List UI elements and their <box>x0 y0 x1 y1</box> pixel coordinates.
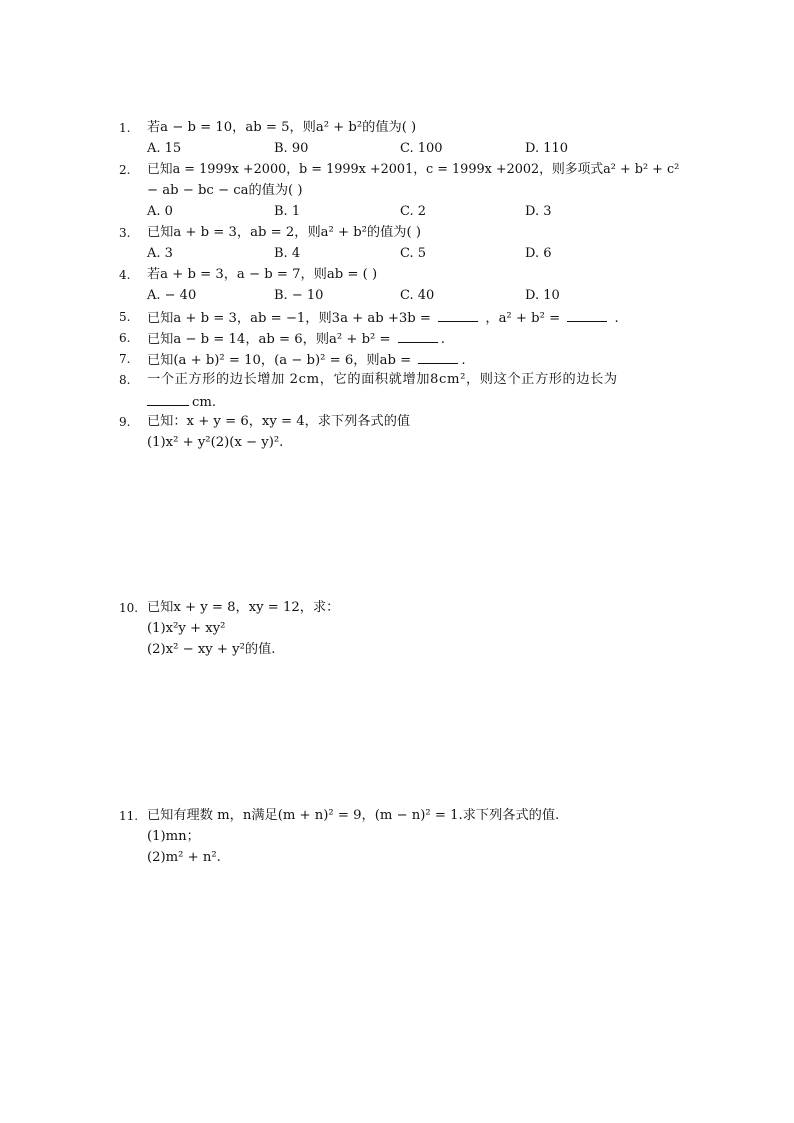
question-number: 7. <box>119 352 131 366</box>
question-number: 9. <box>119 415 131 429</box>
stem-part: 已知a − b = 14，ab = 6，则a² + b² = <box>147 332 395 347</box>
sub-question: (1)mn； <box>147 829 200 844</box>
question-stem: 已知a = 1999x +2000，b = 1999x +2001，c = 1999x +2002，则多项式a² + b² + c² <box>147 162 680 177</box>
sub-question: (1)x²y + xy² <box>147 621 226 636</box>
sub-question: (1)x² + y²(2)(x − y)². <box>147 435 284 450</box>
question-stem: 已知：x + y = 6，xy = 4，求下列各式的值 <box>147 414 411 429</box>
option-a: A. 3 <box>147 246 173 261</box>
option-a: A. 0 <box>147 204 173 219</box>
question-stem: 一个正方形的边长增加 2cm，它的面积就增加8cm²，则这个正方形的边长为 <box>147 372 618 387</box>
stem-part: 已知a + b = 3，ab = −1，则3a + ab +3b = <box>147 311 436 326</box>
stem-part: cm. <box>192 395 217 410</box>
option-d: D. 6 <box>525 246 552 261</box>
question-stem-continued: − ab − bc − ca的值为( ) <box>147 183 303 198</box>
option-b: B. 4 <box>274 246 301 261</box>
question-number: 5. <box>119 310 131 324</box>
options-row <box>147 287 667 305</box>
option-b: B. − 10 <box>274 288 324 303</box>
question-number: 3. <box>119 226 131 240</box>
stem-part: ，a² + b² = <box>481 311 565 326</box>
option-c: C. 100 <box>400 141 443 156</box>
question-stem <box>147 329 445 349</box>
answer-blank[interactable] <box>418 350 458 364</box>
question-number: 2. <box>119 163 131 177</box>
question-number: 10. <box>119 601 139 615</box>
sub-question: (2)m² + n². <box>147 850 221 865</box>
stem-part: . <box>610 311 619 326</box>
answer-blank[interactable] <box>438 308 478 322</box>
option-d: D. 110 <box>525 141 569 156</box>
question-stem: 已知有理数 m，n满足(m + n)² = 9，(m − n)² = 1.求下列各式的值. <box>147 808 560 823</box>
question-number: 6. <box>119 331 131 345</box>
question-number: 11. <box>119 809 139 823</box>
stem-part: . <box>440 332 445 347</box>
question-stem <box>147 308 619 328</box>
options-row <box>147 140 667 158</box>
question-stem: 已知x + y = 8，xy = 12，求： <box>147 600 340 615</box>
options-row <box>147 203 667 221</box>
option-a: A. − 40 <box>147 288 197 303</box>
option-b: B. 90 <box>274 141 309 156</box>
option-d: D. 3 <box>525 204 552 219</box>
answer-blank[interactable] <box>147 392 189 406</box>
sub-question: (2)x² − xy + y²的值. <box>147 642 276 657</box>
answer-blank[interactable] <box>567 308 607 322</box>
option-c: C. 5 <box>400 246 427 261</box>
question-stem: 若a − b = 10，ab = 5，则a² + b²的值为( ) <box>147 120 417 135</box>
answer-blank[interactable] <box>398 329 438 343</box>
option-b: B. 1 <box>274 204 301 219</box>
question-stem: 若a + b = 3，a − b = 7，则ab = ( ) <box>147 267 378 282</box>
question-number: 4. <box>119 268 131 282</box>
options-row <box>147 245 667 263</box>
stem-part: 已知(a + b)² = 10，(a − b)² = 6，则ab = <box>147 353 416 368</box>
question-number: 1. <box>119 121 131 135</box>
option-c: C. 2 <box>400 204 427 219</box>
question-stem-continued <box>147 392 216 412</box>
question-stem: 已知a + b = 3，ab = 2，则a² + b²的值为( ) <box>147 225 421 240</box>
question-stem <box>147 350 466 370</box>
option-c: C. 40 <box>400 288 435 303</box>
question-number: 8. <box>119 373 131 387</box>
option-a: A. 15 <box>147 141 182 156</box>
option-d: D. 10 <box>525 288 560 303</box>
stem-part: . <box>461 353 466 368</box>
